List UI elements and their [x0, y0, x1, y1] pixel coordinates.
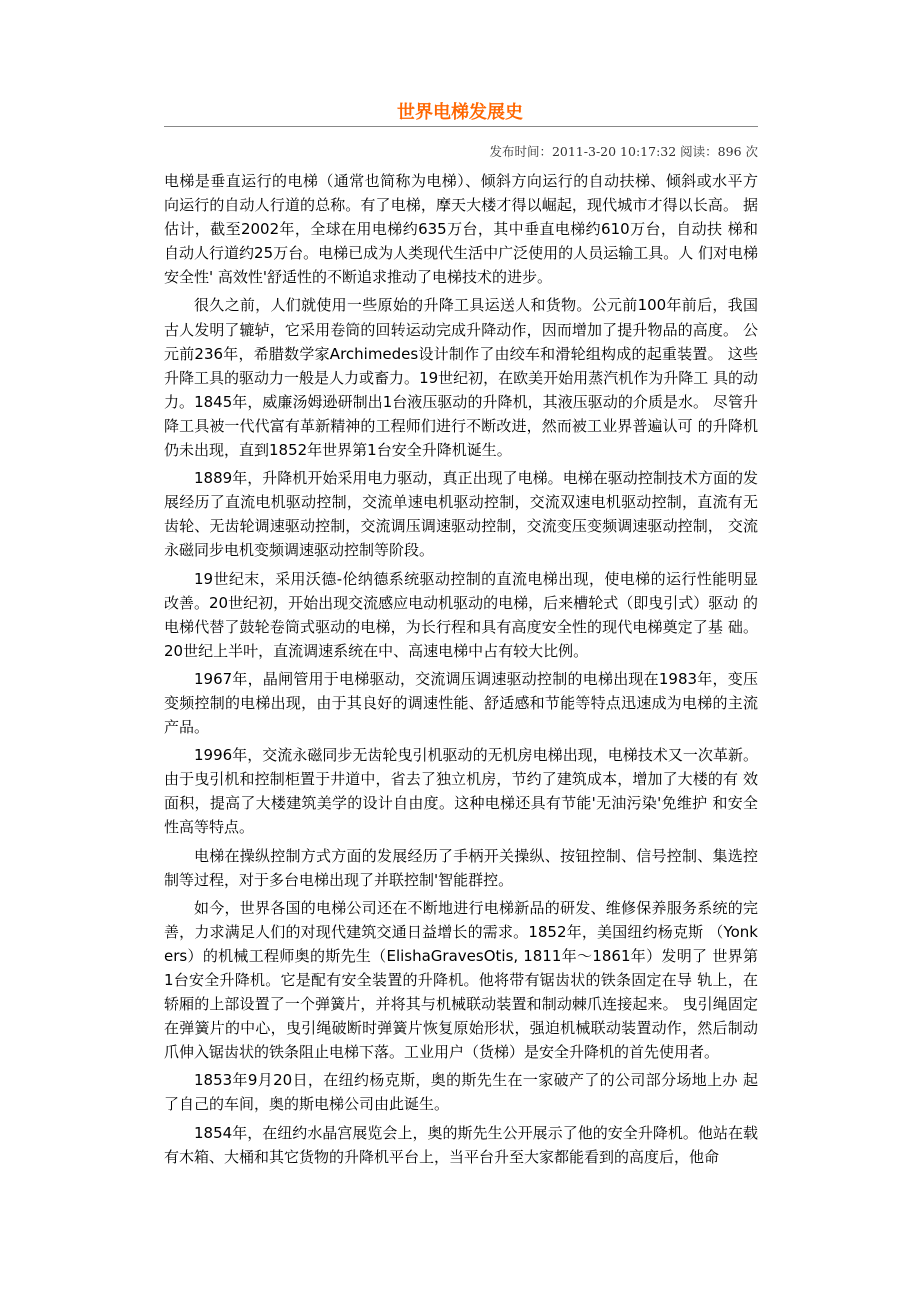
paragraph: 如今，世界各国的电梯公司还在不断地进行电梯新品的研发、维修保养服务系统的完善，力求满足人们的对现代建筑交通日益增长的需求。1852年，美国纽约杨克斯 （Yonkers）的机械工程师奥的斯先生（ElishaGravesOtis, 1811年～1861年）发明了 世界第1台安全升降机。它是配有安全装置的升降机。他将带有锯齿状的铁条固定在导 轨上，在轿厢的上部设置了一个弹簧片，并将其与机械联动装置和制动棘爪连接起来。 曳引绳固定在弹簧片的中心，曳引绳破断时弹簧片恢复原始形状，强迫机械联动装置动作，然后制动爪伸入锯齿状的铁条阻止电梯下落。工业用户（货梯）是安全升降机的首先使用者。: [164, 898, 758, 1062]
page-title: 世界电梯发展史: [397, 102, 523, 123]
title-divider: [164, 126, 758, 127]
publish-meta: 发布时间：2011-3-20 10:17:32 阅读：896 次: [489, 144, 758, 159]
article-body: [164, 169, 758, 1173]
paragraph: 电梯是垂直运行的电梯（通常也简称为电梯）、倾斜方向运行的自动扶梯、倾斜或水平方 向运行的自动人行道的总称。有了电梯，摩天大楼才得以崛起，现代城市才得以长高。 据估计，截至2002年，全球在用电梯约635万台，其中垂直电梯约610万台，自动扶 梯和自动人行道约25万台。电梯已成为人类现代生活中广泛使用的人员运输工具。人 们对电梯安全性' 高效性'舒适性的不断追求推动了电梯技术的进步。: [164, 172, 758, 287]
paragraph: 1996年，交流永磁同步无齿轮曳引机驱动的无机房电梯出现，电梯技术又一次革新。 由于曳引机和控制柜置于井道中，省去了独立机房，节约了建筑成本，增加了大楼的有 效面积，提高了大楼建筑美学的设计自由度。这种电梯还具有节能'无油污染'免维护 和安全性高等特点。: [164, 746, 758, 837]
paragraph: 19世纪末，采用沃德-伦纳德系统驱动控制的直流电梯出现，使电梯的运行性能明显 改善。20世纪初，开始出现交流感应电动机驱动的电梯，后来槽轮式（即曳引式）驱动 的电梯代替了鼓轮卷筒式驱动的电梯，为长行程和具有高度安全性的现代电梯奠定了基 础。20世纪上半叶，直流调速系统在中、高速电梯中占有较大比例。: [164, 569, 758, 660]
paragraph: 很久之前，人们就使用一些原始的升降工具运送人和货物。公元前100年前后，我国古人发明了辘轳，它采用卷筒的回转运动完成升降动作，因而增加了提升物品的高度。 公元前236年，希腊数学家Archimedes设计制作了由绞车和滑轮组构成的起重装置。 这些升降工具的驱动力一般是人力或畜力。19世纪初，在欧美开始用蒸汽机作为升降工 具的动力。1845年，威廉汤姆逊研制出1台液压驱动的升降机，其液压驱动的介质是水。 尽管升降工具被一代代富有革新精神的工程师们进行不断改进，然而被工业界普遍认可 的升降机仍未出现，直到1852年世界第1台安全升降机诞生。: [164, 296, 758, 460]
paragraph: 1889年，升降机开始采用电力驱动，真正出现了电梯。电梯在驱动控制技术方面的发展经历了直流电机驱动控制，交流单速电机驱动控制，交流双速电机驱动控制，直流有无齿轮、无齿轮调速驱动控制，交流调压调速驱动控制，交流变压变频调速驱动控制， 交流永磁同步电机变频调速驱动控制等阶段。: [164, 469, 758, 560]
paragraph: 电梯在操纵控制方式方面的发展经历了手柄开关操纵、按钮控制、信号控制、集选控制等过程，对于多台电梯出现了并联控制'智能群控。: [164, 846, 758, 889]
paragraph: 1967年，晶闸管用于电梯驱动，交流调压调速驱动控制的电梯出现在1983年，变压变频控制的电梯出现，由于其良好的调速性能、舒适感和节能等特点迅速成为电梯的主流产品。: [164, 669, 758, 737]
paragraph: 1854年，在纽约水晶宫展览会上，奥的斯先生公开展示了他的安全升降机。他站在载有木箱、大桶和其它货物的升降机平台上，当平台升至大家都能看到的高度后，他命: [164, 1123, 758, 1166]
paragraph: 1853年9月20日，在纽约杨克斯，奥的斯先生在一家破产了的公司部分场地上办 起了自己的车间，奥的斯电梯公司由此诞生。: [164, 1071, 758, 1114]
